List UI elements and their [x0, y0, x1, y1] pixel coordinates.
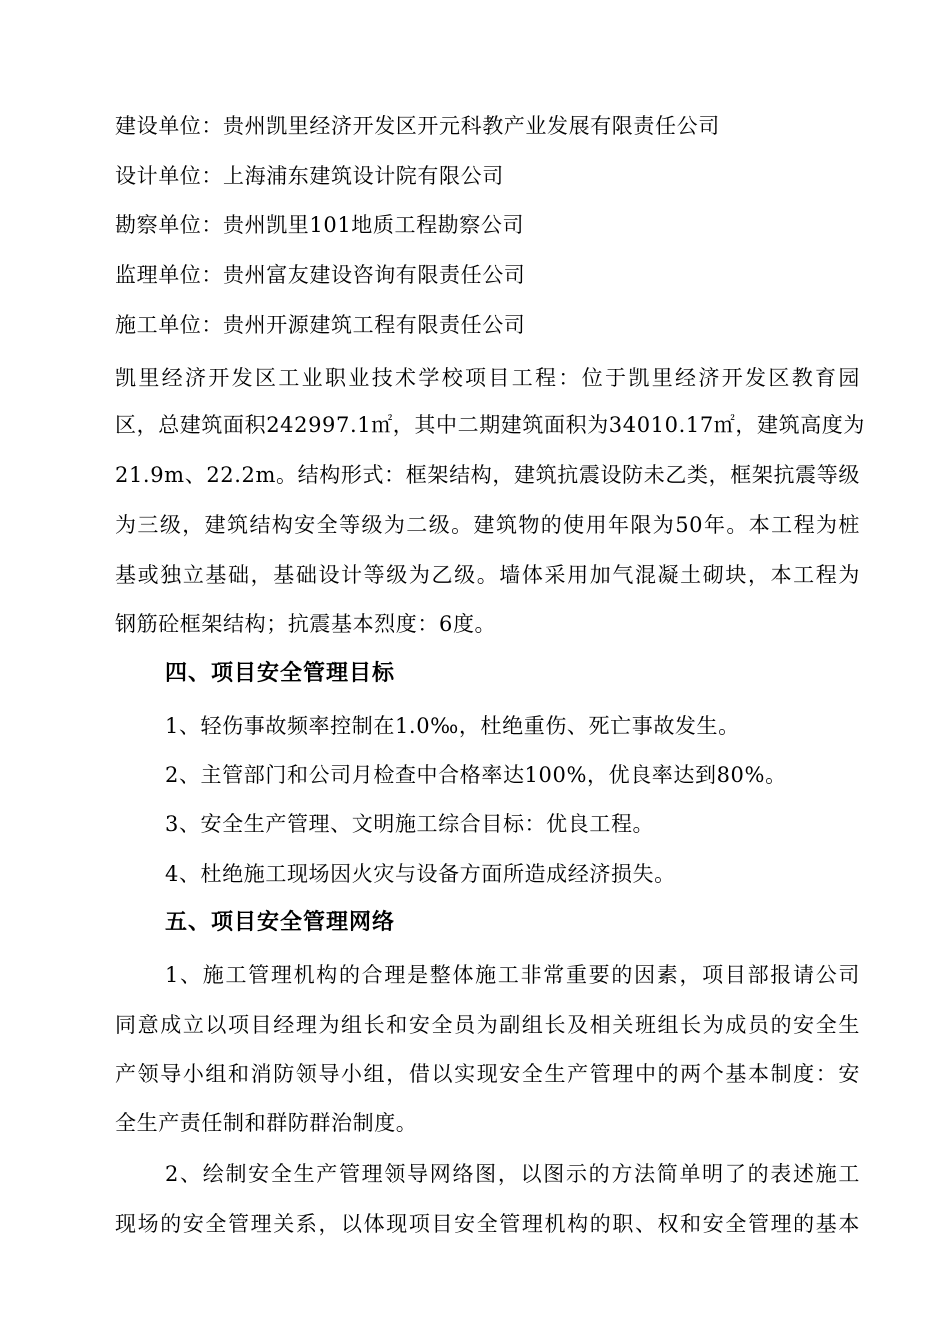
overview-line: 为三级，建筑结构安全等级为二级。建筑物的使用年限为50年。本工程为桩: [115, 513, 860, 537]
section5-para2-line: 现场的安全管理关系，以体现项目安全管理机构的职、权和安全管理的基本: [115, 1212, 860, 1236]
section5-para2-line: 2、绘制安全生产管理领导网络图，以图示的方法简单明了的表述施工: [165, 1162, 860, 1186]
section4-item: 2、主管部门和公司月检查中合格率达100%，优良率达到80%。: [165, 763, 787, 787]
section5-para1-line: 全生产责任制和群防群治制度。: [115, 1111, 418, 1135]
design-unit-line: 设计单位：上海浦东建筑设计院有限公司: [115, 164, 504, 188]
construction-unit-line: 建设单位：贵州凯里经济开发区开元科教产业发展有限责任公司: [115, 114, 720, 138]
section4-item: 3、安全生产管理、文明施工综合目标：优良工程。: [165, 812, 655, 836]
overview-line: 区，总建筑面积242997.1㎡，其中二期建筑面积为34010.17㎡，建筑高度为: [115, 413, 865, 437]
overview-line: 凯里经济开发区工业职业技术学校项目工程：位于凯里经济开发区教育园: [115, 366, 860, 390]
survey-unit-line: 勘察单位：贵州凯里101地质工程勘察公司: [115, 213, 525, 237]
section4-item: 4、杜绝施工现场因火灾与设备方面所造成经济损失。: [165, 862, 676, 886]
section5-para1-line: 产领导小组和消防领导小组，借以实现安全生产管理中的两个基本制度：安: [115, 1062, 860, 1086]
section4-heading: 四、项目安全管理目标: [165, 661, 396, 686]
overview-line: 基或独立基础，基础设计等级为乙级。墙体采用加气混凝土砌块，本工程为: [115, 563, 860, 587]
section5-heading: 五、项目安全管理网络: [165, 910, 396, 935]
overview-line: 钢筋砼框架结构；抗震基本烈度：6度。: [115, 612, 497, 636]
supervision-unit-line: 监理单位：贵州富友建设咨询有限责任公司: [115, 263, 526, 287]
section4-item: 1、轻伤事故频率控制在1.0‰，杜绝重伤、死亡事故发生。: [165, 714, 740, 738]
overview-line: 21.9m、22.2m。结构形式：框架结构，建筑抗震设防未乙类，框架抗震等级: [115, 463, 860, 487]
section5-para1-line: 1、施工管理机构的合理是整体施工非常重要的因素，项目部报请公司: [165, 963, 860, 987]
section5-para1-line: 同意成立以项目经理为组长和安全员为副组长及相关班组长为成员的安全生: [115, 1013, 860, 1037]
contractor-unit-line: 施工单位：贵州开源建筑工程有限责任公司: [115, 313, 526, 337]
